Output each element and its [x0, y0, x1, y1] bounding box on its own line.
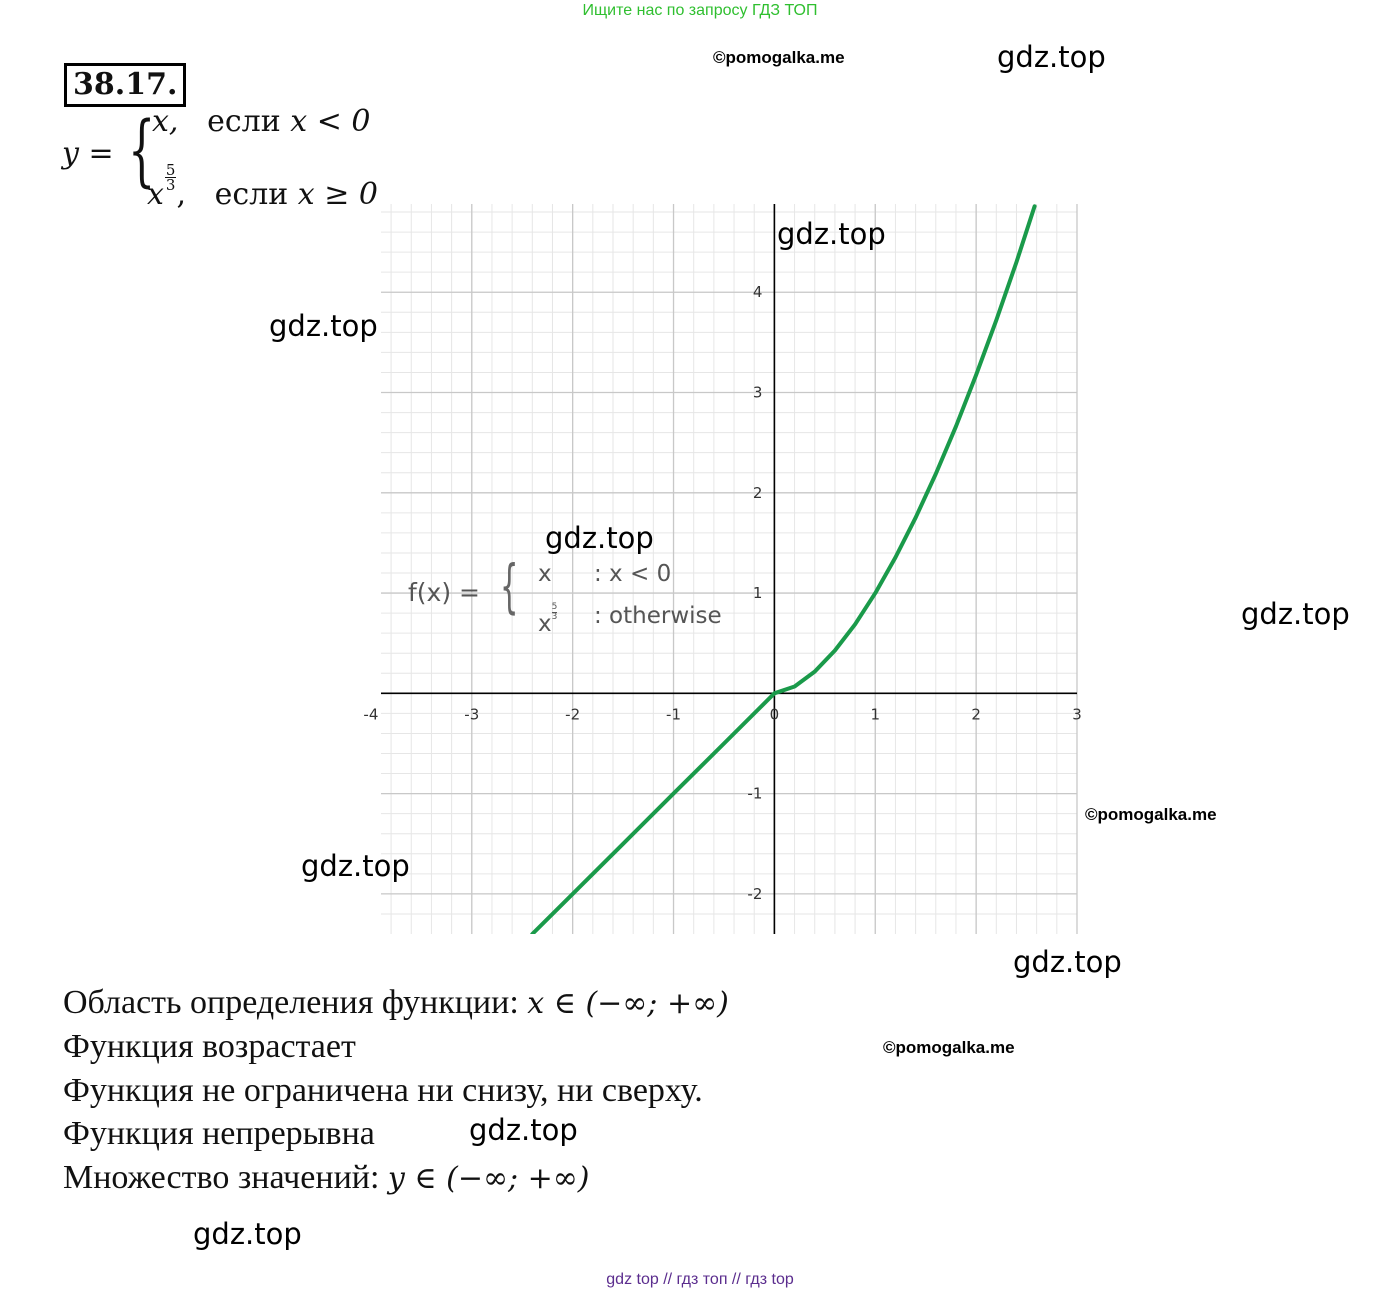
inset-case2-expr: x $\frac{5}{3}$ [538, 602, 558, 637]
monotonic-statement: Функция возрастает [63, 1028, 356, 1065]
range-statement: Множество значений: y ∈ (−∞; +∞) [63, 1159, 590, 1196]
gdz-watermark: gdz.top [469, 1113, 578, 1147]
inset-case1-expr: x [538, 561, 552, 587]
y-tick-label: -2 [747, 884, 763, 903]
gdz-watermark: gdz.top [997, 40, 1106, 74]
x-tick-label: -2 [565, 705, 581, 724]
gdz-watermark: gdz.top [1013, 945, 1122, 979]
inset-brace: { [500, 552, 519, 620]
x-tick-label: 2 [971, 705, 981, 724]
case2-cond: x ≥ 0 [297, 177, 378, 212]
continuity-statement: Функция непрерывна [63, 1115, 375, 1152]
inset-case1-cond: : x < 0 [594, 561, 672, 587]
gdz-watermark: gdz.top [545, 521, 654, 555]
x-tick-label: -3 [464, 705, 480, 724]
case1-expr: x, [152, 104, 179, 139]
footer[interactable]: gdz top // гдз топ // гдз top [606, 1271, 794, 1288]
inset-case2-cond: : otherwise [594, 603, 722, 629]
y-tick-label: -1 [747, 784, 763, 803]
problem-number: 38.17. [64, 63, 186, 107]
case1-cond-word: если [207, 104, 281, 139]
x-tick-label: 1 [870, 705, 881, 724]
y-tick-label: 2 [752, 483, 763, 502]
y-tick-label: 1 [752, 584, 763, 603]
pomogalka-watermark: ©pomogalka.me [713, 48, 845, 67]
boundedness-statement: Функция не ограничена ни снизу, ни сверху. [63, 1072, 703, 1109]
gdz-watermark: gdz.top [301, 849, 410, 883]
case1-cond: x < 0 [290, 104, 371, 139]
y-tick-label: 3 [752, 383, 763, 402]
gdz-watermark: gdz.top [777, 217, 886, 251]
pomogalka-watermark: ©pomogalka.me [883, 1038, 1015, 1057]
inset-label: f(x) = [408, 578, 480, 607]
case2-base: x [147, 177, 164, 212]
x-tick-label: -1 [666, 705, 682, 724]
case2-exponent: $\frac{5}{3}$ [165, 161, 176, 194]
formula-lhs: y = [62, 136, 114, 171]
top-banner: Ищите нас по запросу ГДЗ ТОП [582, 2, 818, 19]
x-tick-label: -4 [363, 705, 379, 724]
x-tick-label: 3 [1072, 705, 1082, 724]
gdz-watermark: gdz.top [193, 1217, 302, 1251]
left-brace: { [128, 106, 156, 196]
domain-statement: Область определения функции: x ∈ (−∞; +∞) [63, 984, 729, 1021]
x-tick-label: 0 [769, 705, 780, 724]
gdz-watermark: gdz.top [1241, 597, 1350, 631]
gdz-watermark: gdz.top [269, 309, 378, 343]
pomogalka-watermark: ©pomogalka.me [1085, 805, 1217, 824]
case2-cond-word: если [214, 177, 289, 212]
y-tick-label: 4 [752, 283, 763, 302]
formula-case2: x $\frac{5}{3}$ , если x ≥ 0 [147, 161, 378, 212]
